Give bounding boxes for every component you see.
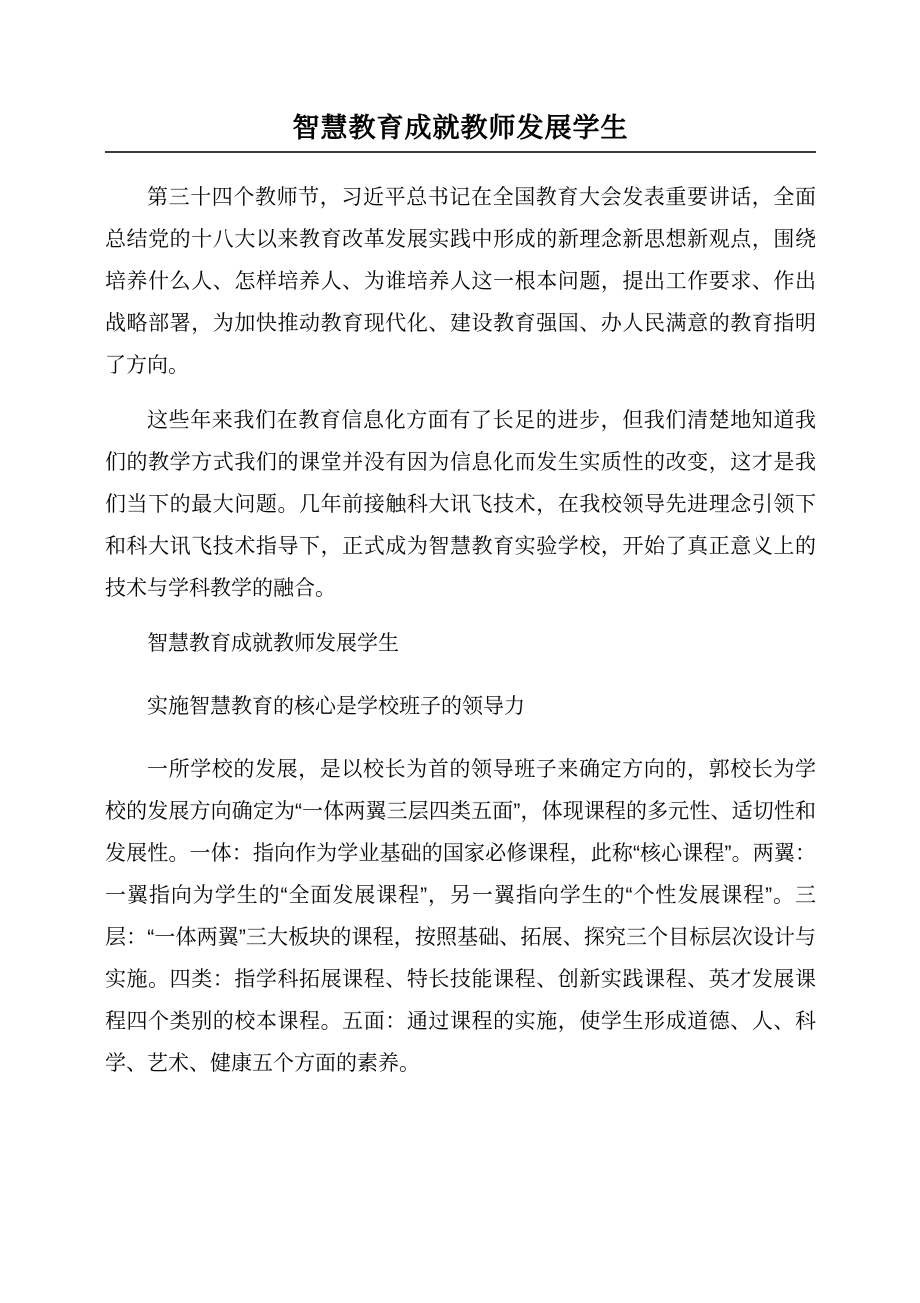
document-title: 智慧教育成就教师发展学生 (292, 113, 629, 143)
section-subheading: 实施智慧教育的核心是学校班子的领导力 (147, 695, 525, 718)
title-divider (105, 151, 816, 153)
paragraph: 一所学校的发展，是以校长为首的领导班子来确定方向的，郭校长为学校的发展方向确定为“一体两翼三层四类五面”，体现课程的多元性、适切性和发展性。一体：指向作为学业基础的国家必修课程，此称“核心课程”。两翼：一翼指向为学生的“全面发展课程”，另一翼指向学生的“个性发展课程”。三层：“一体两翼”三大板块的课程，按照基础、拓展、探究三个目标层次设计与实施。四类：指学科拓展课程、特长技能课程、创新实践课程、英才发展课程四个类别的校本课程。五面：通过课程的实施，使学生形成道德、人、科学、艺术、健康五个方面的素养。 (105, 758, 816, 1075)
document-body (105, 177, 816, 1085)
section-subheading: 智慧教育成就教师发展学生 (147, 632, 399, 655)
paragraph: 这些年来我们在教育信息化方面有了长足的进步，但我们清楚地知道我们的教学方式我们的课堂并没有因为信息化而发生实质性的改变，这才是我们当下的最大问题。几年前接触科大讯飞技术，在我校领导先进理念引领下和科大讯飞技术指导下，正式成为智慧教育实验学校，开始了真正意义上的技术与学科教学的融合。 (105, 409, 816, 600)
paragraph: 第三十四个教师节，习近平总书记在全国教育大会发表重要讲话，全面总结党的十八大以来教育改革发展实践中形成的新理念新思想新观点，围绕培养什么人、怎样培养人、为谁培养人这一根本问题，提出工作要求、作出战略部署，为加快推动教育现代化、建设教育强国、办人民满意的教育指明了方向。 (105, 186, 816, 377)
